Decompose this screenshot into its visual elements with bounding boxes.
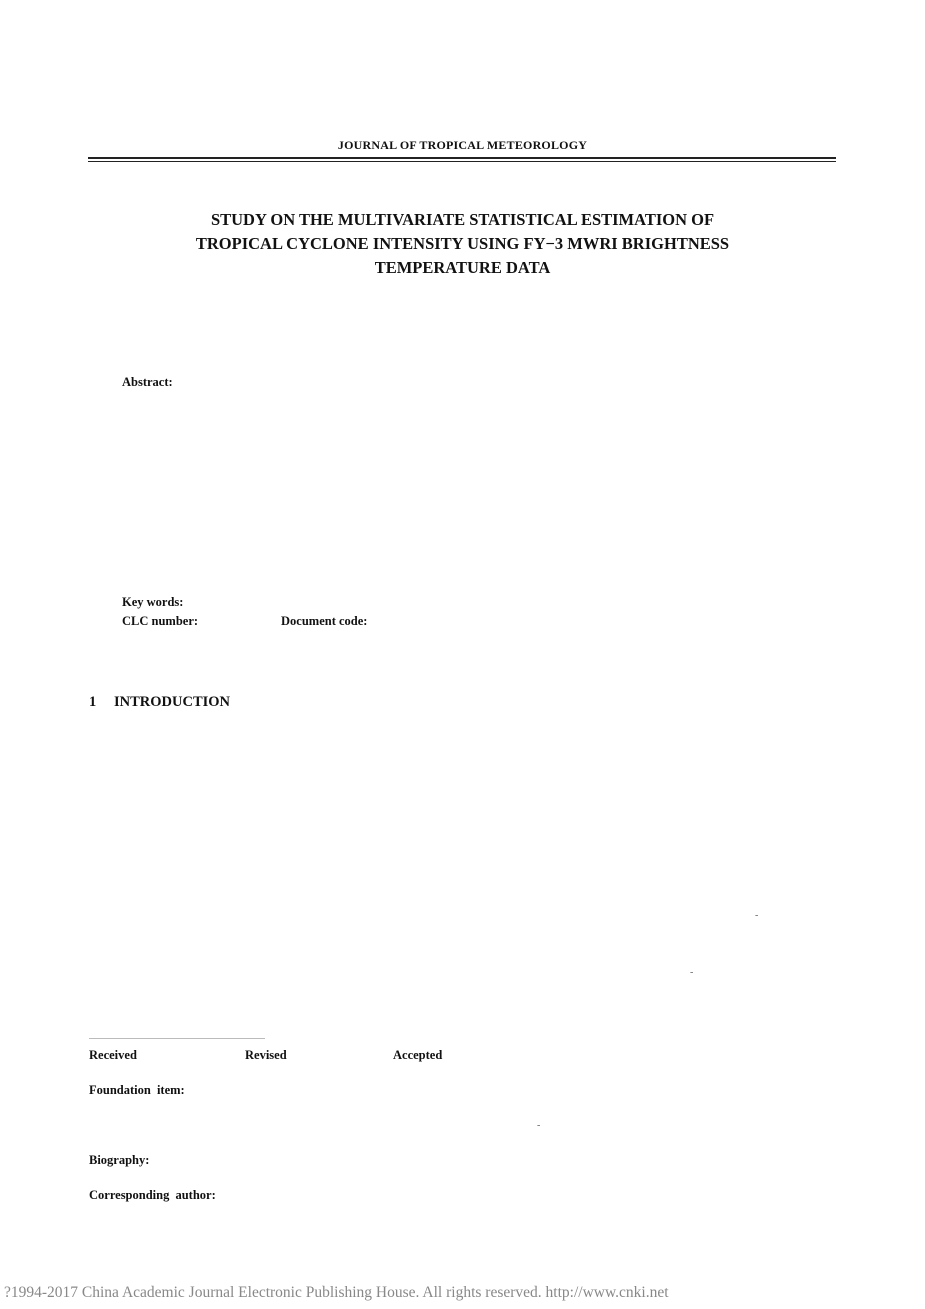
- revised-label: Revised: [245, 1048, 287, 1062]
- title-line-3: TEMPERATURE DATA: [374, 258, 551, 277]
- accepted-label: Accepted: [393, 1048, 443, 1062]
- header-rule-thick: [88, 157, 836, 159]
- document-code-label: Document code:: [281, 614, 368, 628]
- corresponding-author-label: Corresponding author:: [89, 1188, 216, 1202]
- copyright-footer: ?1994-2017 China Academic Journal Electronic Publishing House. All rights reserved. http://www.cnki.net: [4, 1284, 669, 1301]
- body-dash-mark: -: [690, 967, 694, 978]
- footnote-rule: [89, 1038, 265, 1039]
- section-number: 1: [89, 694, 97, 710]
- clc-number-label: CLC number:: [122, 614, 199, 628]
- footnote-dash-mark: -: [537, 1120, 541, 1131]
- section-title: INTRODUCTION: [114, 694, 231, 710]
- section-heading-introduction: [89, 694, 230, 711]
- body-dash-mark: -: [755, 910, 759, 921]
- title-line-2: TROPICAL CYCLONE INTENSITY USING FY−3 MWRI BRIGHTNESS: [195, 234, 730, 253]
- header-rule-thin: [88, 161, 836, 162]
- foundation-item-label: Foundation item:: [89, 1083, 185, 1097]
- keywords-label: Key words:: [122, 595, 184, 609]
- journal-header: JOURNAL OF TROPICAL METEOROLOGY: [337, 138, 588, 152]
- abstract-label: Abstract:: [122, 375, 173, 389]
- received-label: Received: [89, 1048, 137, 1062]
- paper-title: [100, 208, 825, 280]
- biography-label: Biography:: [89, 1153, 150, 1167]
- title-line-1: STUDY ON THE MULTIVARIATE STATISTICAL ESTIMATION OF: [210, 210, 715, 229]
